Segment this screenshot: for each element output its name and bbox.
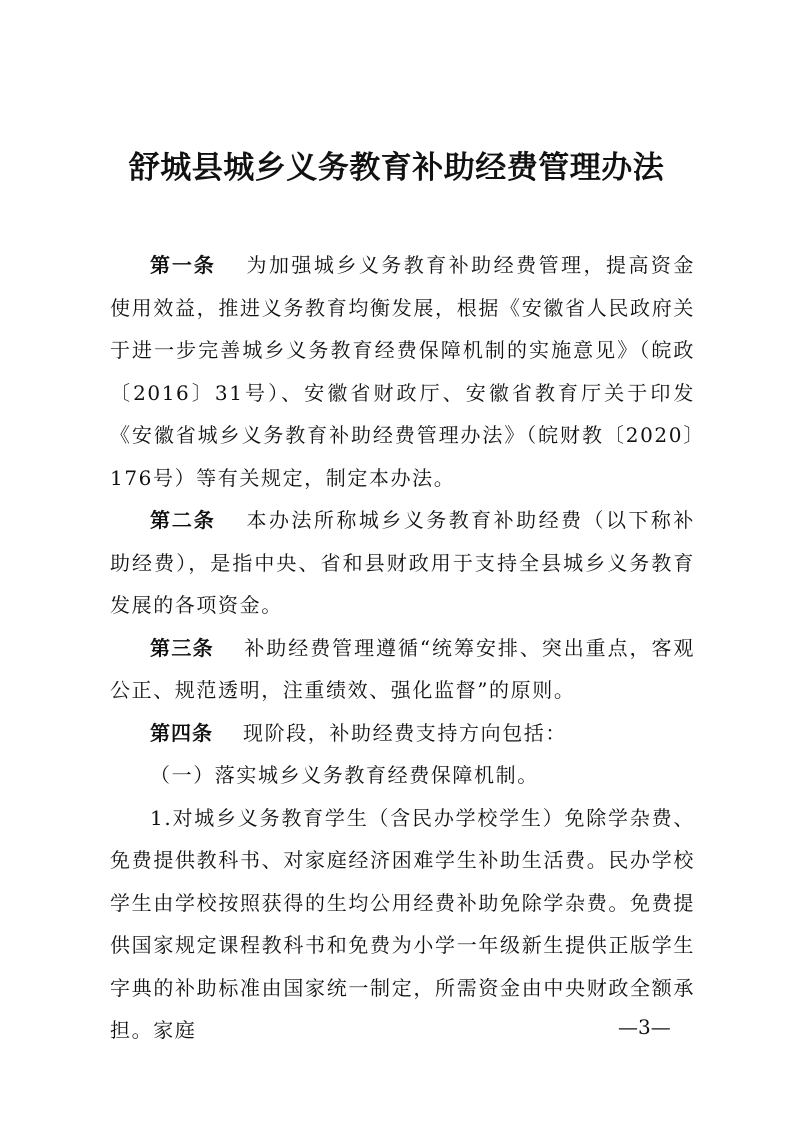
article-4-text: 现阶段，补助经费支持方向包括：: [243, 720, 567, 745]
item-1-text: 1.对城乡义务教育学生（含民办学校学生）免除学杂费、免费提供教科书、对家庭经济困难学生补助生活费。民办学校学生由学校按照获得的生均公用经费补助免除学杂费。免费提供国家规定课程教科书和免费为小学一年级新生提供正版学生字典的补助标准由国家统一制定，所需资金由中央财政全额承担。家庭: [110, 805, 695, 1042]
document-title: 舒城县城乡义务教育补助经费管理办法: [128, 150, 665, 186]
article-4-heading: 第四条: [150, 720, 213, 745]
article-2-heading: 第二条: [150, 508, 216, 532]
article-2-text: 本办法所称城乡义务教育补助经费（以下称补助经费），是指中央、省和县财政用于支持全县城乡义务教育发展的各项资金。: [110, 508, 696, 617]
article-3: [110, 627, 695, 712]
article-2: [110, 499, 695, 627]
document-body: [110, 244, 695, 1052]
page-number: —3—: [618, 1015, 671, 1039]
article-3-text: 补助经费管理遵循“统筹安排、突出重点，客观公正、规范透明，注重绩效、强化监督”的原则。: [110, 635, 696, 702]
sub-heading-1: （一）落实城乡义务教育经费保障机制。: [150, 763, 539, 787]
article-3-heading: 第三条: [150, 635, 215, 660]
article-4: [110, 712, 695, 755]
article-1-text: 为加强城乡义务教育补助经费管理，提高资金使用效益，推进义务教育均衡发展，根据《安徽省人民政府关于进一步完善城乡义务教育经费保障机制的实施意见》（皖政〔2016〕31号）、安徽省财政厅、安徽省教育厅关于印发《安徽省城乡义务教育补助经费管理办法》（皖财教〔2020〕176号）等有关规定，制定本办法。: [110, 253, 696, 490]
article-1-heading: 第一条: [150, 253, 216, 277]
article-1: [110, 244, 695, 499]
